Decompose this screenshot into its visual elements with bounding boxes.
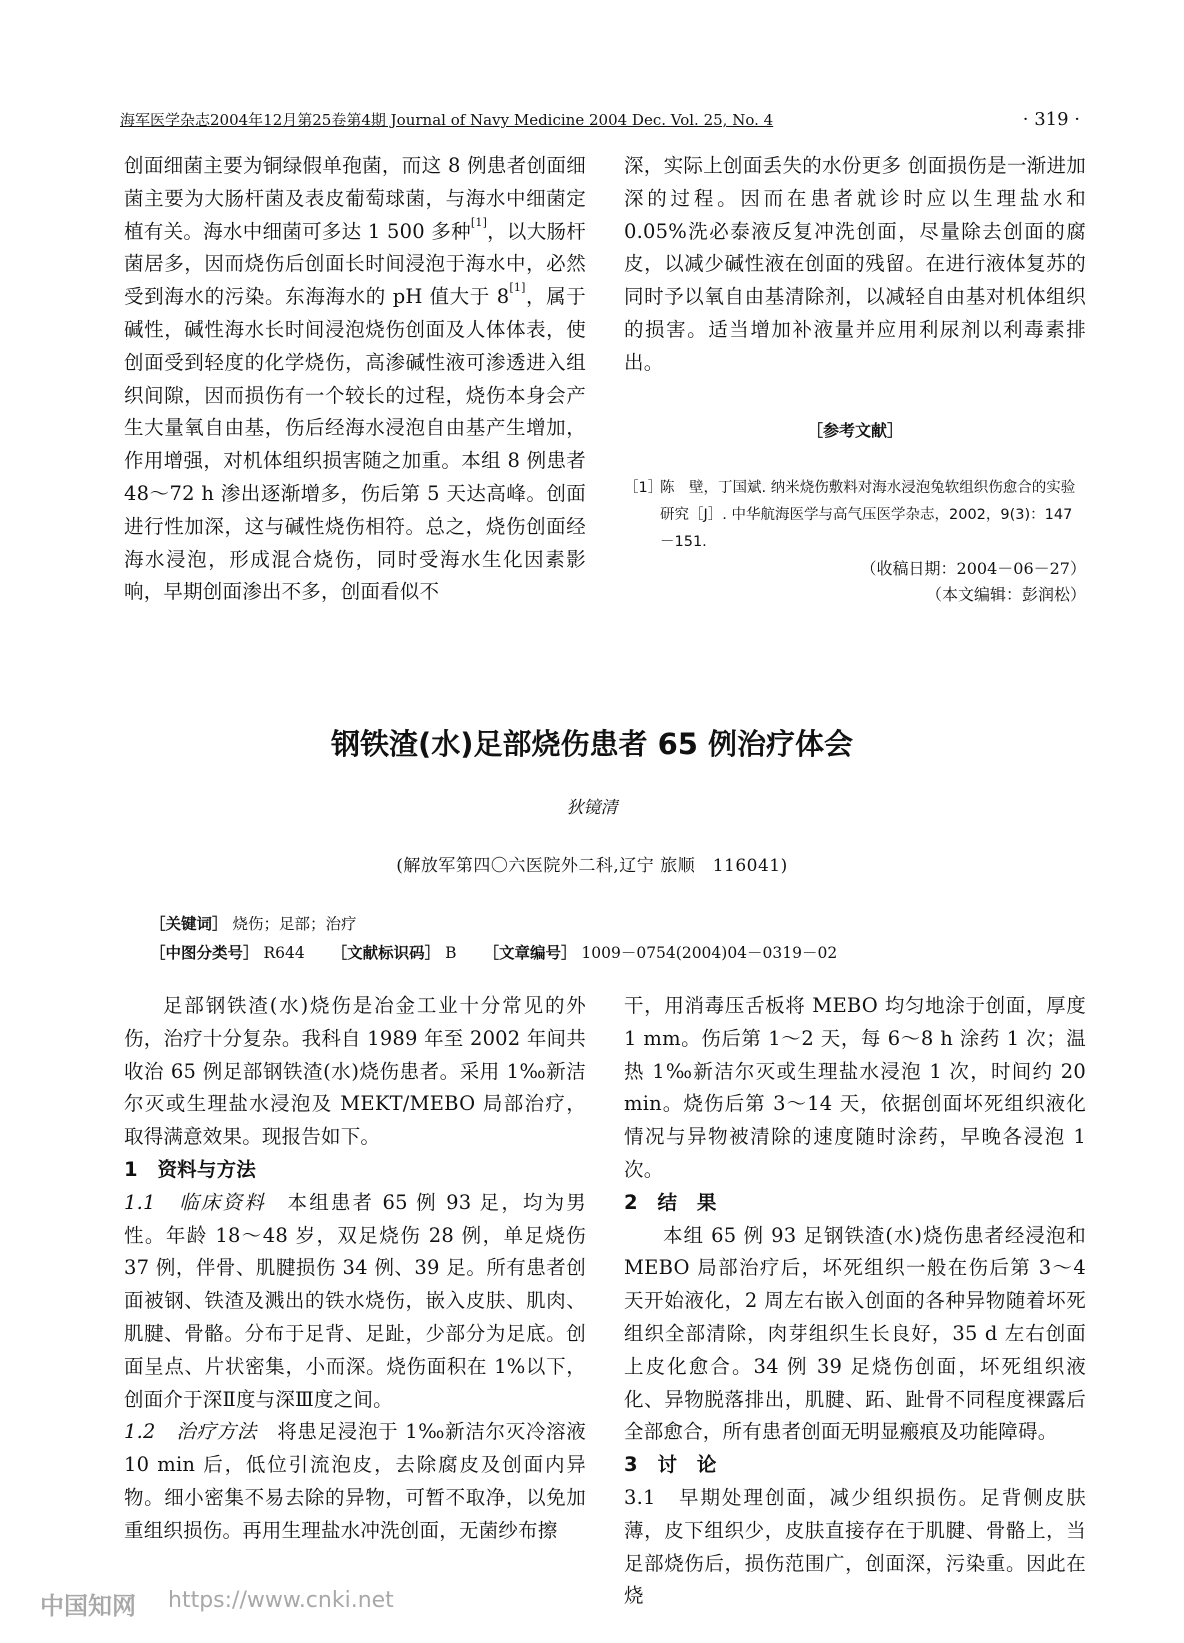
reference-text: 陈 壁，丁国斌. 纳米烧伤敷料对海水浸泡兔软组织伤愈合的实验研究［J］. 中华航海医学与高气压医学杂志，2002，9(3)：147－151. bbox=[660, 480, 1076, 550]
keywords-value: 烧伤；足部；治疗 bbox=[232, 915, 357, 933]
running-header bbox=[120, 110, 1080, 130]
doc-code-label: ［文献标识码］ bbox=[331, 944, 441, 962]
subsection-text: 将患足浸泡于 1‰新洁尔灭冷溶液 10 min 后，低位引流泡皮，去除腐皮及创面内异物。细小密集不易去除的异物，可暂不取净，以免加重组织损伤。再用生理盐水冲洗创面，无菌纱布擦 bbox=[124, 1420, 586, 1542]
citation-marker: [1] bbox=[470, 215, 488, 229]
page-number: · 319 · bbox=[1022, 109, 1080, 130]
prev-article-paragraph: 深，实际上创面丢失的水份更多 创面损伤是一渐进加深的过程。因而在患者就诊时应以生理盐水和 0.05%洗必泰液反复冲洗创面，尽量除去创面的腐皮，以减少碱性液在创面的残留。在进行液体复苏的同时予以氧自由基清除剂，以减轻自由基对机体组织的损害。适当增加补液量并应用利尿剂以利毒素排出。 bbox=[624, 154, 1086, 374]
editor-note: （本文编辑：彭润松） bbox=[925, 585, 1086, 604]
article-no-label: ［文章编号］ bbox=[483, 944, 577, 962]
subsection-label: 1.2 治疗方法 bbox=[124, 1420, 258, 1444]
cnki-url: https://www.cnki.net bbox=[168, 1588, 394, 1613]
prev-article-left-column bbox=[124, 150, 586, 609]
reference-number: ［1］ bbox=[624, 480, 663, 496]
clc-value: R644 bbox=[263, 944, 305, 962]
subsection-text: 足背侧皮肤薄，皮下组织少，皮肤直接存在于肌腱、骨骼上，当足部烧伤后，损伤范围广，创面深，污染重。因此在烧 bbox=[624, 1485, 1086, 1608]
subsection-label: 1.1 临床资料 bbox=[124, 1190, 266, 1214]
clc-label: ［中图分类号］ bbox=[150, 944, 259, 962]
article-right-column bbox=[624, 990, 1086, 1613]
prev-article-right-column bbox=[624, 150, 1086, 380]
subsection-label: 3.1 早期处理创面，减少组织损伤。 bbox=[624, 1485, 981, 1509]
classification-line bbox=[150, 941, 837, 965]
keywords-line bbox=[150, 912, 356, 936]
reference-item bbox=[624, 475, 1086, 556]
continued-paragraph: 干，用消毒压舌板将 MEBO 均匀地涂于创面，厚度 1 mm。伤后第 1～2 天，每 6～8 h 涂药 1 次；温热 1‰新洁尔灭或生理盐水浸泡 1 次，时间约 20 min。烧伤后第 3～14 天，依据创面坏死组织液化情况与异物被清除的速度随时涂药，早晚各浸泡 1 次。 bbox=[624, 994, 1086, 1181]
subsection-paragraph bbox=[624, 1482, 1086, 1613]
section-heading: 3 讨 论 bbox=[624, 1453, 717, 1477]
subsection-paragraph bbox=[124, 1187, 586, 1417]
prev-article-paragraph: 创面细菌主要为铜绿假单孢菌，而这 8 例患者创面细菌主要为大肠杆菌及表皮葡萄球菌，与海水中细菌定植有关。海水中细菌可多达 1 500 多种[1]，以大肠杆菌居多，因而烧伤后创面长时间浸泡于海水中，必然受到海水的污染。东海海水的 pH 值大于 8[1]，属于碱性，碱性海水长时间浸泡烧伤创面及人体体表，使创面受到轻度的化学烧伤，高渗碱性液可渗透进入组织间隙，因而损伤有一个较长的过程，烧伤本身会产生大量氧自由基，伤后经海水浸泡自由基产生增加，作用增强，对机体组织损害随之加重。本组 8 例患者 48～72 h 渗出逐渐增多，伤后第 5 天达高峰。创面进行性加深，这与碱性烧伤相符。总之，烧伤创面经海水浸泡，形成混合烧伤，同时受海水生化因素影响，早期创面渗出不多，创面看似不 bbox=[124, 154, 587, 604]
article-affiliation: (解放军第四〇六医院外二科,辽宁 旅顺 116041) bbox=[396, 856, 788, 876]
article-author: 狄镜清 bbox=[566, 798, 618, 818]
intro-paragraph: 足部钢铁渣(水)烧伤是冶金工业十分常见的外伤，治疗十分复杂。我科自 1989 年至 2002 年间共收治 65 例足部钢铁渣(水)烧伤患者。采用 1‰新洁尔灭或生理盐水浸泡及 MEKT/MEBO 局部治疗，取得满意效果。现报告如下。 bbox=[124, 994, 586, 1149]
article-title: 钢铁渣(水)足部烧伤患者 65 例治疗体会 bbox=[330, 727, 854, 761]
keywords-label: ［关键词］ bbox=[150, 915, 228, 933]
results-paragraph: 本组 65 例 93 足钢铁渣(水)烧伤患者经浸泡和 MEBO 局部治疗后，坏死组织一般在伤后第 3～4 天开始液化，2 周左右嵌入创面的各种异物随着坏死组织全部清除，肉芽组织生长良好，35 d 左右创面上皮化愈合。34 例 39 足烧伤创面，坏死组织液化、异物脱落排出，肌腱、跖、趾骨不同程度裸露后全部愈合，所有患者创面无明显瘢痕及功能障碍。 bbox=[624, 1223, 1086, 1444]
citation-marker: [1] bbox=[509, 281, 526, 295]
doc-code-value: B bbox=[445, 944, 457, 962]
received-block bbox=[861, 556, 1086, 608]
subsection-text: 本组患者 65 例 93 足，均为男性。年龄 18～48 岁，双足烧伤 28 例，单足烧伤 37 例，伴骨、肌腱损伤 34 例、39 足。所有患者创面被钢、铁渣及溅出的铁水烧伤，嵌入皮肤、肌肉、肌腱、骨骼。分布于足背、足趾，少部分为足底。创面呈点、片状密集，小而深。烧伤面积在 1%以下，创面介于深Ⅱ度与深Ⅲ度之间。 bbox=[124, 1190, 586, 1411]
subsection-paragraph bbox=[124, 1416, 586, 1547]
article-no-value: 1009－0754(2004)04－0319－02 bbox=[581, 944, 838, 962]
running-header-text: 海军医学杂志2004年12月第25卷第4期 Journal of Navy Medicine 2004 Dec. Vol. 25, No. 4 bbox=[120, 111, 774, 129]
article-left-column bbox=[124, 990, 586, 1548]
references-title: ［参考文献］ bbox=[806, 421, 903, 440]
received-date: （收稿日期：2004－06－27） bbox=[860, 559, 1086, 578]
cnki-logo: 中国知网 bbox=[40, 1592, 136, 1620]
section-heading: 2 结 果 bbox=[624, 1190, 717, 1214]
section-heading: 1 资料与方法 bbox=[124, 1157, 256, 1181]
